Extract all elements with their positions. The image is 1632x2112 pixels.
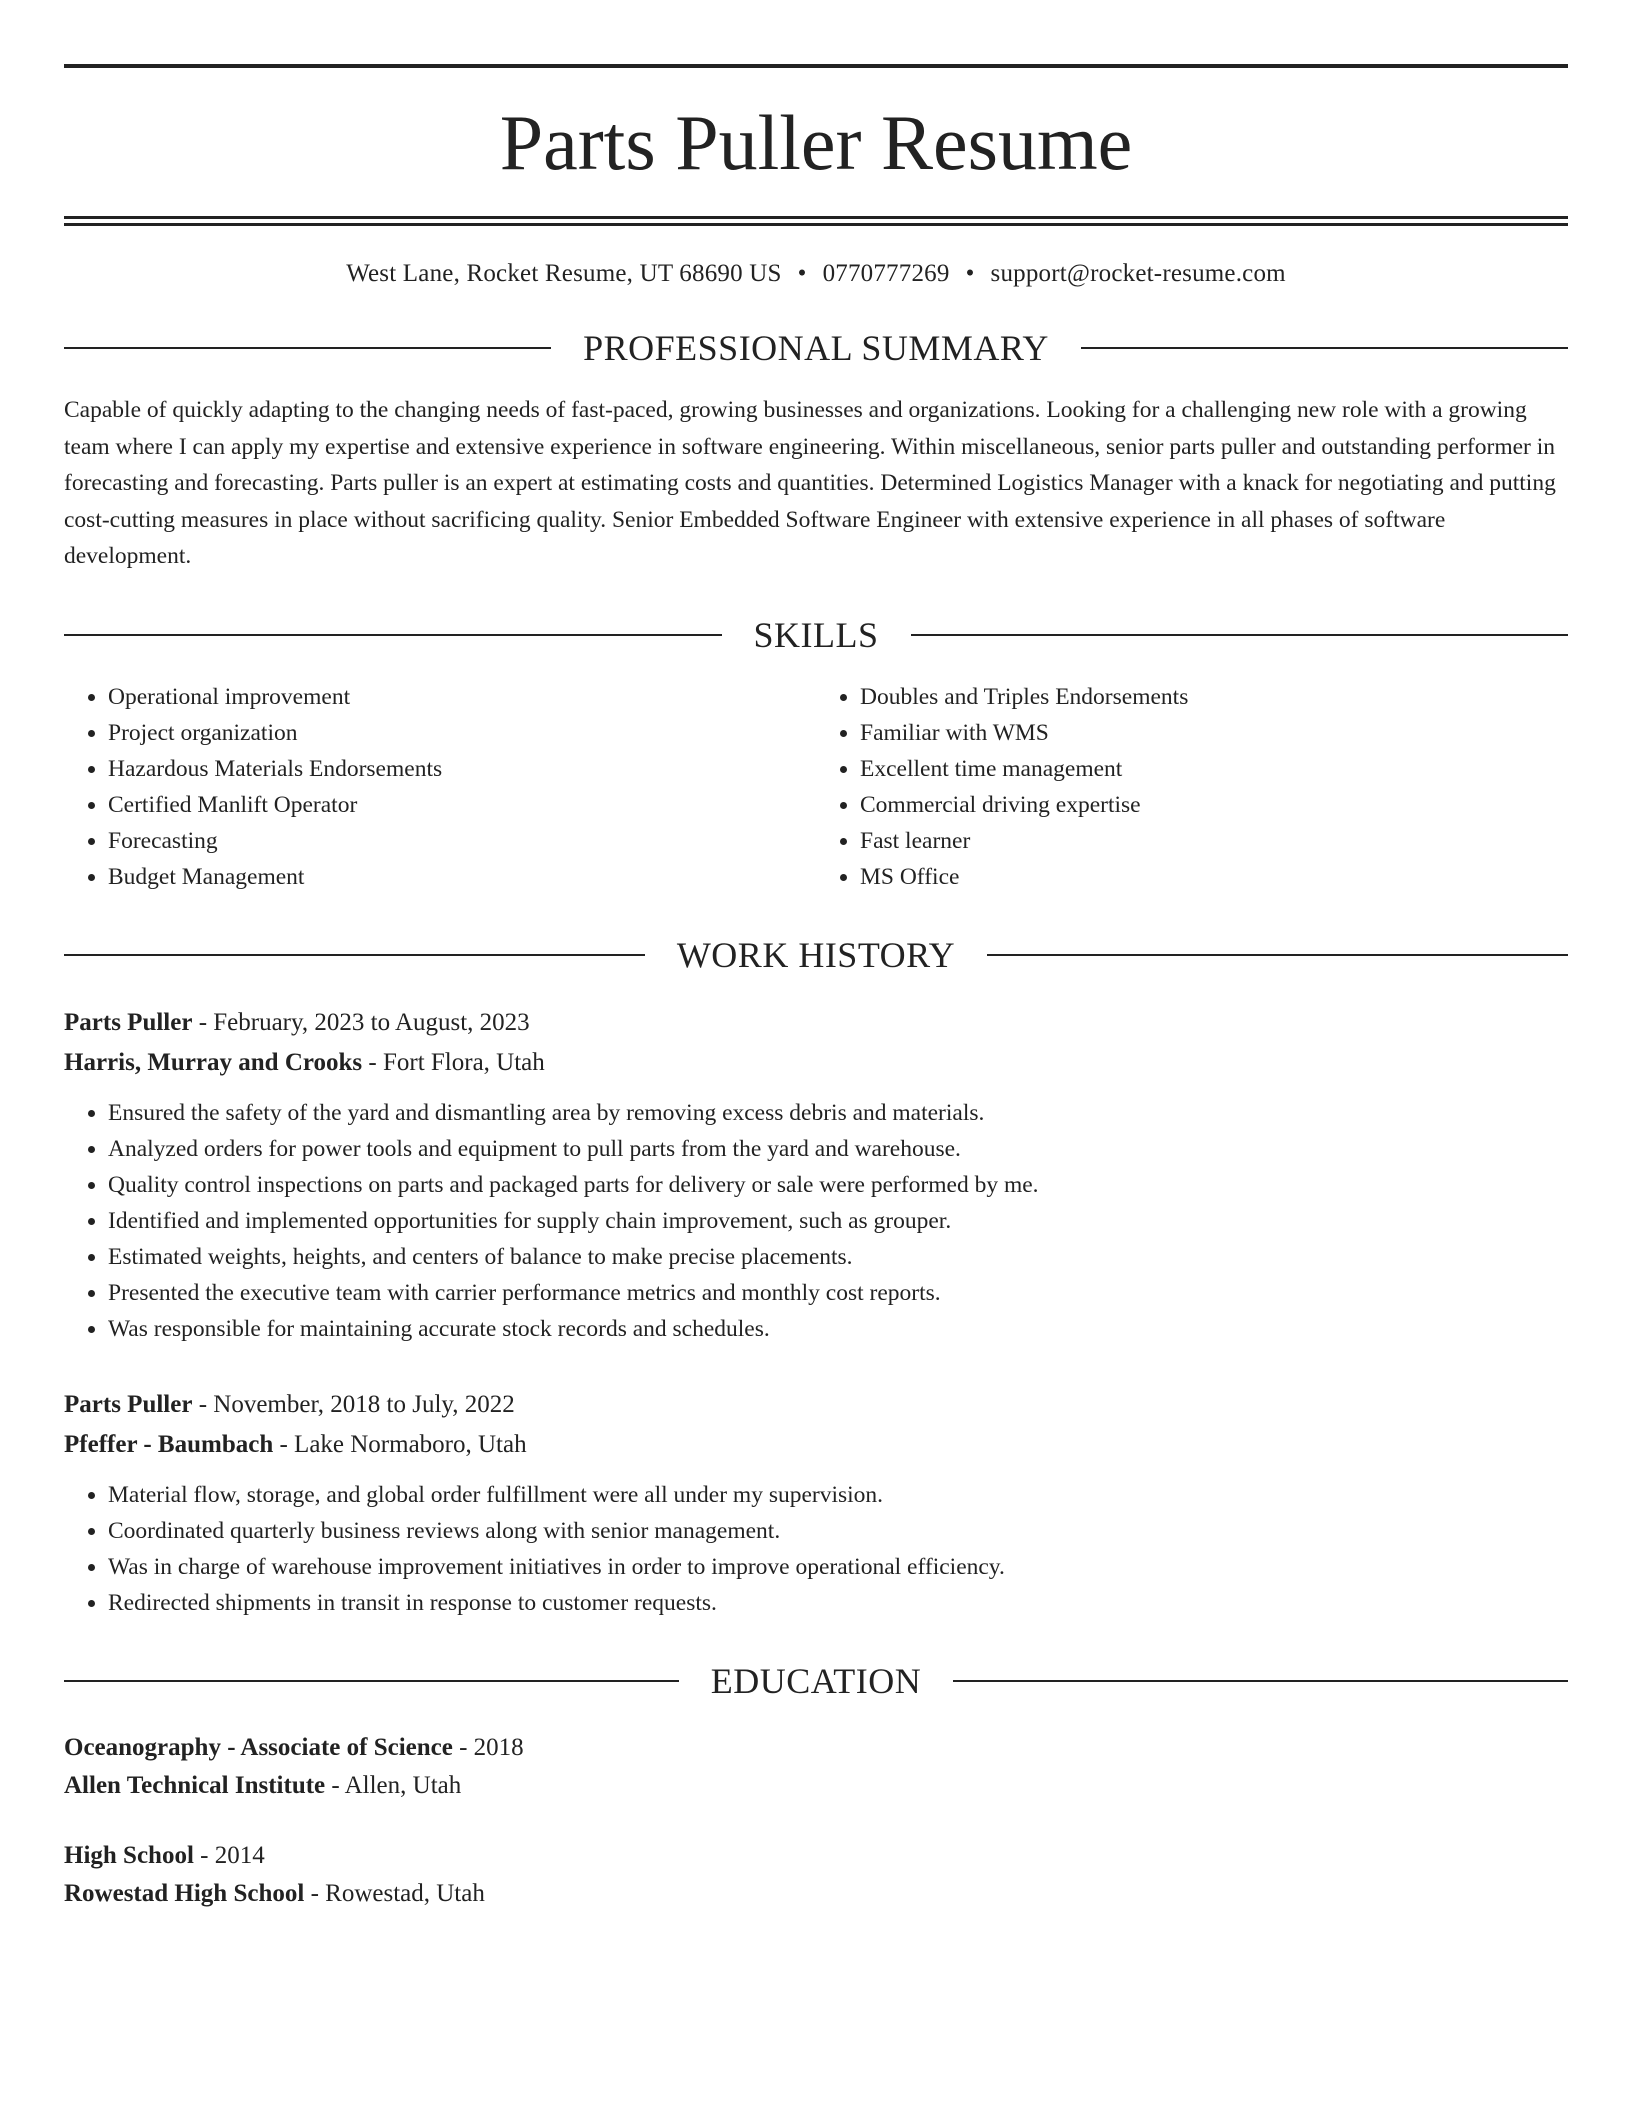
skill-item: • Excellent time management [860, 751, 1568, 787]
job-location: - Fort Flora, Utah [362, 1048, 545, 1076]
job-bullet: • Ensured the safety of the yard and dismantling area by removing excess debris and materials. [108, 1095, 1568, 1131]
skill-item: • MS Office [860, 859, 1568, 895]
job-company-line [64, 1425, 1568, 1465]
contact-address: West Lane, Rocket Resume, UT 68690 US [346, 260, 782, 287]
job-title-line [64, 1003, 1568, 1043]
job-bullet: • Estimated weights, heights, and centers of balance to make precise placements. [108, 1239, 1568, 1275]
skill-item: • Forecasting [108, 823, 816, 859]
skill-item: • Fast learner [860, 823, 1568, 859]
job-bullet: • Presented the executive team with carrier performance metrics and monthly cost reports. [108, 1275, 1568, 1311]
summary-section-heading [64, 330, 1568, 366]
job-title: Parts Puller [64, 1008, 193, 1036]
job-entry [64, 1003, 1568, 1347]
job-title: Parts Puller [64, 1390, 193, 1418]
education-school: Rowestad High School [64, 1879, 305, 1907]
heading-rule-right [953, 1680, 1568, 1682]
education-entry [64, 1729, 1568, 1805]
education-section-heading [64, 1660, 1568, 1701]
skill-item: • Operational improvement [108, 679, 816, 715]
job-bullet: • Analyzed orders for power tools and equipment to pull parts from the yard and warehouse. [108, 1131, 1568, 1167]
education-year: - 2018 [452, 1733, 524, 1761]
heading-rule-right [911, 634, 1569, 636]
job-dates: - November, 2018 to July, 2022 [192, 1390, 515, 1418]
skill-item: • Doubles and Triples Endorsements [860, 679, 1568, 715]
summary-heading-label: PROFESSIONAL SUMMARY [583, 328, 1049, 368]
job-bullet: • Coordinated quarterly business reviews along with senior management. [108, 1513, 1568, 1549]
work-heading-label: WORK HISTORY [676, 934, 956, 975]
job-company: Pfeffer - Baumbach [64, 1430, 274, 1458]
job-bullet: • Redirected shipments in transit in response to customer requests. [108, 1585, 1568, 1621]
contact-phone: 0770777269 [822, 260, 950, 287]
heading-rule-right [1081, 347, 1568, 349]
job-bullets [64, 1095, 1568, 1347]
education-school-line [64, 1875, 1568, 1913]
education-location: - Allen, Utah [325, 1771, 462, 1799]
heading-rule-left [64, 1680, 679, 1682]
skills-column-right [816, 679, 1568, 895]
education-year: - 2014 [193, 1841, 265, 1869]
header-double-rule [64, 216, 1568, 226]
job-company-line [64, 1043, 1568, 1083]
skills-section-heading [64, 614, 1568, 655]
skills-list [64, 679, 1568, 895]
skill-item: • Budget Management [108, 859, 816, 895]
skill-item: • Commercial driving expertise [860, 787, 1568, 823]
job-bullet: • Material flow, storage, and global order fulfillment were all under my supervision. [108, 1477, 1568, 1513]
heading-rule-left [64, 347, 551, 349]
education-heading-label: EDUCATION [710, 1660, 922, 1701]
heading-rule-left [64, 954, 645, 956]
education-degree-line [64, 1837, 1568, 1875]
heading-rule-right [987, 954, 1568, 956]
skill-item: • Hazardous Materials Endorsements [108, 751, 816, 787]
contact-email: support@rocket-resume.com [990, 260, 1286, 287]
job-bullets [64, 1477, 1568, 1621]
education-school: Allen Technical Institute [64, 1771, 326, 1799]
job-entry [64, 1385, 1568, 1621]
contact-separator: • [797, 260, 807, 287]
job-company: Harris, Murray and Crooks [64, 1048, 363, 1076]
job-bullet: • Was in charge of warehouse improvement initiatives in order to improve operational efficiency. [108, 1549, 1568, 1585]
skill-item: • Certified Manlift Operator [108, 787, 816, 823]
summary-text: Capable of quickly adapting to the changing needs of fast-paced, growing businesses and organizations. Looking for a challenging new role with a growing team where I can apply my expertise and extensive experience in software engineering. Within miscellaneous, senior parts puller and outstanding performer in forecasting and forecasting. Parts puller is an expert at estimating costs and quantities. Determined Logistics Manager with a knack for negotiating and putting cost-cutting measures in place without sacrificing quality. Senior Embedded Software Engineer with extensive experience in all phases of software development. [64, 397, 1556, 569]
education-degree-line [64, 1729, 1568, 1767]
resume-title: Parts Puller Resume [499, 99, 1133, 186]
work-section-heading [64, 934, 1568, 975]
skills-column-left [64, 679, 816, 895]
header-top-rule [64, 64, 1568, 68]
skills-heading-label: SKILLS [753, 614, 879, 655]
skill-item: • Familiar with WMS [860, 715, 1568, 751]
heading-rule-left [64, 634, 722, 636]
education-degree: Oceanography - Associate of Science [64, 1733, 453, 1761]
education-degree: High School [64, 1841, 194, 1869]
education-school-line [64, 1767, 1568, 1805]
skill-item: • Project organization [108, 715, 816, 751]
job-bullet: • Was responsible for maintaining accurate stock records and schedules. [108, 1311, 1568, 1347]
education-location: - Rowestad, Utah [304, 1879, 485, 1907]
job-dates: - February, 2023 to August, 2023 [192, 1008, 530, 1036]
contact-line [64, 260, 1568, 288]
education-entry [64, 1837, 1568, 1913]
job-bullet: • Identified and implemented opportunities for supply chain improvement, such as grouper. [108, 1203, 1568, 1239]
contact-separator: • [965, 260, 975, 287]
job-title-line [64, 1385, 1568, 1425]
job-location: - Lake Normaboro, Utah [273, 1430, 527, 1458]
job-bullet: • Quality control inspections on parts and packaged parts for delivery or sale were performed by me. [108, 1167, 1568, 1203]
